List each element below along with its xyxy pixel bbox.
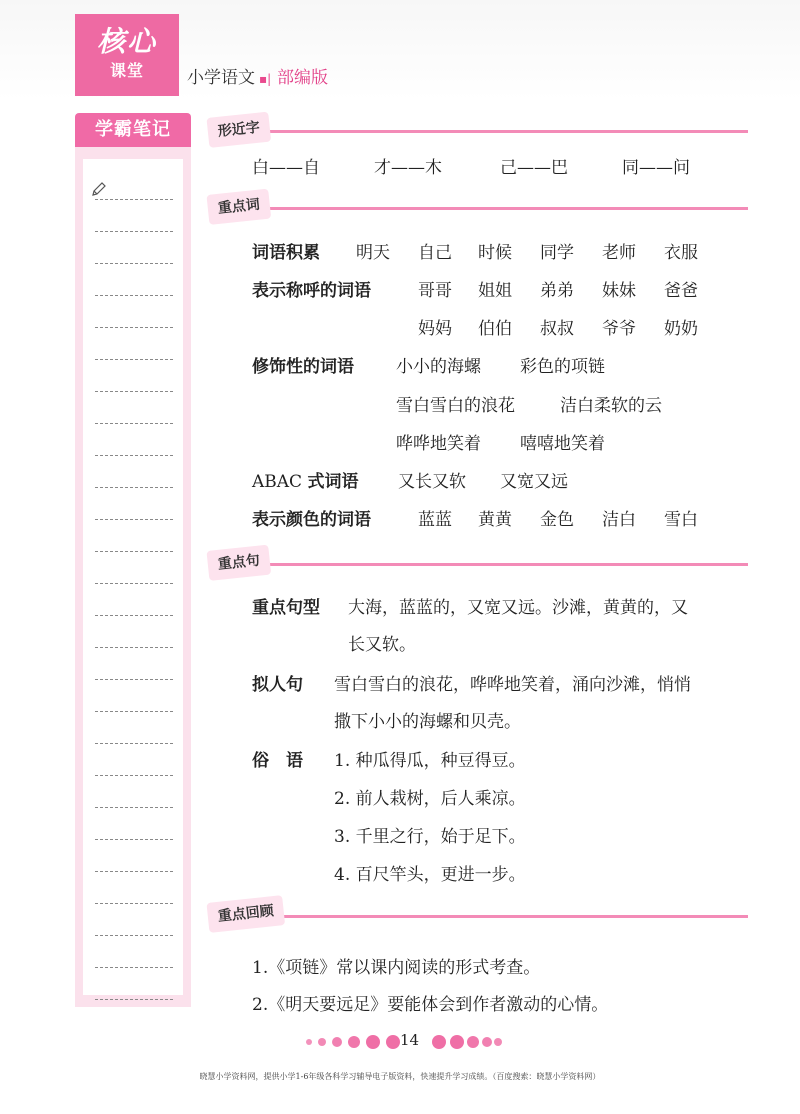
note-line	[95, 455, 173, 456]
section-bar	[208, 915, 748, 918]
note-line	[95, 743, 173, 744]
separator-icon: ▪|	[259, 72, 272, 86]
proverb-item: 1. 种瓜得瓜，种豆得豆。	[334, 751, 526, 771]
vocab-word: 时候	[478, 243, 512, 263]
vocab-word: 衣服	[664, 243, 698, 263]
address-label: 表示称呼的词语	[252, 281, 371, 301]
proverb-item: 3. 千里之行，始于足下。	[334, 827, 526, 847]
address-word: 爷爷	[602, 319, 636, 339]
note-line	[95, 583, 173, 584]
vocab-word: 老师	[602, 243, 636, 263]
modifier-word: 小小的海螺	[396, 357, 481, 377]
address-word: 姐姐	[478, 281, 512, 301]
note-line	[95, 615, 173, 616]
note-line	[95, 519, 173, 520]
note-line	[95, 423, 173, 424]
note-line	[95, 999, 173, 1000]
notes-panel	[75, 147, 191, 1007]
personify-label: 拟人句	[252, 675, 303, 695]
page-number: 14	[400, 1031, 420, 1049]
personify-line: 雪白雪白的浪花，哗哗地笑着，涌向沙滩，悄悄	[334, 675, 691, 695]
note-line	[95, 551, 173, 552]
footer-note: 晓慧小学资料网，提供小学1-6年级各科学习辅导电子版资料，快速提升学习成绩。（百度搜索：晓慧小学资料网）	[199, 1072, 601, 1081]
address-word: 妈妈	[418, 319, 452, 339]
color-word: 蓝蓝	[418, 510, 452, 530]
page-dot-icon	[450, 1035, 464, 1049]
edition-label: 部编版	[277, 68, 328, 88]
proverb-label: 俗 语	[252, 751, 303, 771]
section-key-sentences	[208, 551, 748, 581]
section-tag: 重点词	[206, 189, 271, 225]
abac-label	[252, 471, 358, 493]
note-line	[95, 679, 173, 680]
address-word: 弟弟	[540, 281, 574, 301]
proverb-item: 2. 前人栽树，后人乘凉。	[334, 789, 526, 809]
vocab-word: 同学	[540, 243, 574, 263]
note-line	[95, 327, 173, 328]
note-line	[95, 199, 173, 200]
logo	[75, 14, 179, 96]
pattern-line: 大海，蓝蓝的，又宽又远。沙滩，黄黄的，又	[348, 598, 688, 618]
abac-suffix: 式词语	[307, 472, 359, 492]
color-word: 雪白	[664, 510, 698, 530]
modifier-word: 嘻嘻地笑着	[520, 434, 605, 454]
address-word: 哥哥	[418, 281, 452, 301]
section-similar-chars	[208, 118, 748, 148]
page-dot-icon	[332, 1037, 342, 1047]
note-line	[95, 903, 173, 904]
review-item: 1.《项链》常以课内阅读的形式考查。	[252, 958, 541, 978]
section-bar	[208, 130, 748, 133]
color-word: 洁白	[602, 510, 636, 530]
pencil-icon	[91, 181, 107, 197]
char-pair: 白——自	[252, 158, 320, 178]
note-line	[95, 807, 173, 808]
personify-line: 撒下小小的海螺和贝壳。	[334, 712, 521, 732]
note-line	[95, 871, 173, 872]
vocab-word: 自己	[418, 243, 452, 263]
subject-text: 小学语文	[187, 68, 255, 88]
note-line	[95, 391, 173, 392]
modifier-word: 雪白雪白的浪花	[396, 396, 515, 416]
section-tag: 形近字	[206, 112, 271, 148]
page-dot-icon	[494, 1038, 502, 1046]
address-word: 叔叔	[540, 319, 574, 339]
section-bar	[208, 563, 748, 566]
char-pair: 己——巴	[500, 158, 568, 178]
note-line	[95, 839, 173, 840]
color-word: 金色	[540, 510, 574, 530]
page-dot-icon	[386, 1035, 400, 1049]
address-word: 奶奶	[664, 319, 698, 339]
section-tag: 重点句	[206, 545, 271, 581]
note-line	[95, 647, 173, 648]
note-line	[95, 711, 173, 712]
review-item: 2.《明天要远足》要能体会到作者激动的心情。	[252, 995, 609, 1015]
pattern-label: 重点句型	[252, 598, 320, 618]
modifier-word: 哗哗地笑着	[396, 434, 481, 454]
notes-lined-area	[83, 159, 183, 995]
page-dot-icon	[306, 1039, 312, 1045]
page-dot-icon	[467, 1036, 479, 1048]
subject-label	[187, 63, 275, 88]
modifier-word: 彩色的项链	[520, 357, 605, 377]
abac-word: 又宽又远	[500, 472, 568, 492]
proverb-item: 4. 百尺竿头，更进一步。	[334, 865, 526, 885]
color-word: 黄黄	[478, 510, 512, 530]
char-pair: 才——木	[374, 158, 442, 178]
modifier-word: 洁白柔软的云	[560, 396, 662, 416]
logo-sub: 课堂	[109, 61, 144, 80]
abac-word: 又长又软	[398, 472, 466, 492]
note-line	[95, 263, 173, 264]
page-dot-icon	[432, 1035, 446, 1049]
note-line	[95, 967, 173, 968]
page-dot-icon	[348, 1036, 360, 1048]
vocab-word: 明天	[356, 243, 390, 263]
section-review	[208, 903, 748, 933]
pattern-line: 长又软。	[348, 635, 416, 655]
abac-prefix: ABAC	[252, 472, 303, 492]
note-line	[95, 775, 173, 776]
section-tag: 重点回顾	[206, 895, 285, 933]
page-dot-icon	[482, 1037, 492, 1047]
note-line	[95, 359, 173, 360]
logo-main: 核心	[96, 25, 157, 58]
address-word: 伯伯	[478, 319, 512, 339]
address-word: 爸爸	[664, 281, 698, 301]
color-label: 表示颜色的词语	[252, 510, 371, 530]
modifier-label: 修饰性的词语	[252, 357, 354, 377]
note-line	[95, 487, 173, 488]
char-pair: 同——问	[622, 158, 690, 178]
address-word: 妹妹	[602, 281, 636, 301]
section-key-words	[208, 195, 748, 225]
page-dot-icon	[366, 1035, 380, 1049]
notes-title: 学霸笔记	[75, 113, 191, 147]
section-bar	[208, 207, 748, 210]
note-line	[95, 295, 173, 296]
note-line	[95, 231, 173, 232]
vocab-label: 词语积累	[252, 243, 320, 263]
note-line	[95, 935, 173, 936]
page-dot-icon	[318, 1038, 326, 1046]
